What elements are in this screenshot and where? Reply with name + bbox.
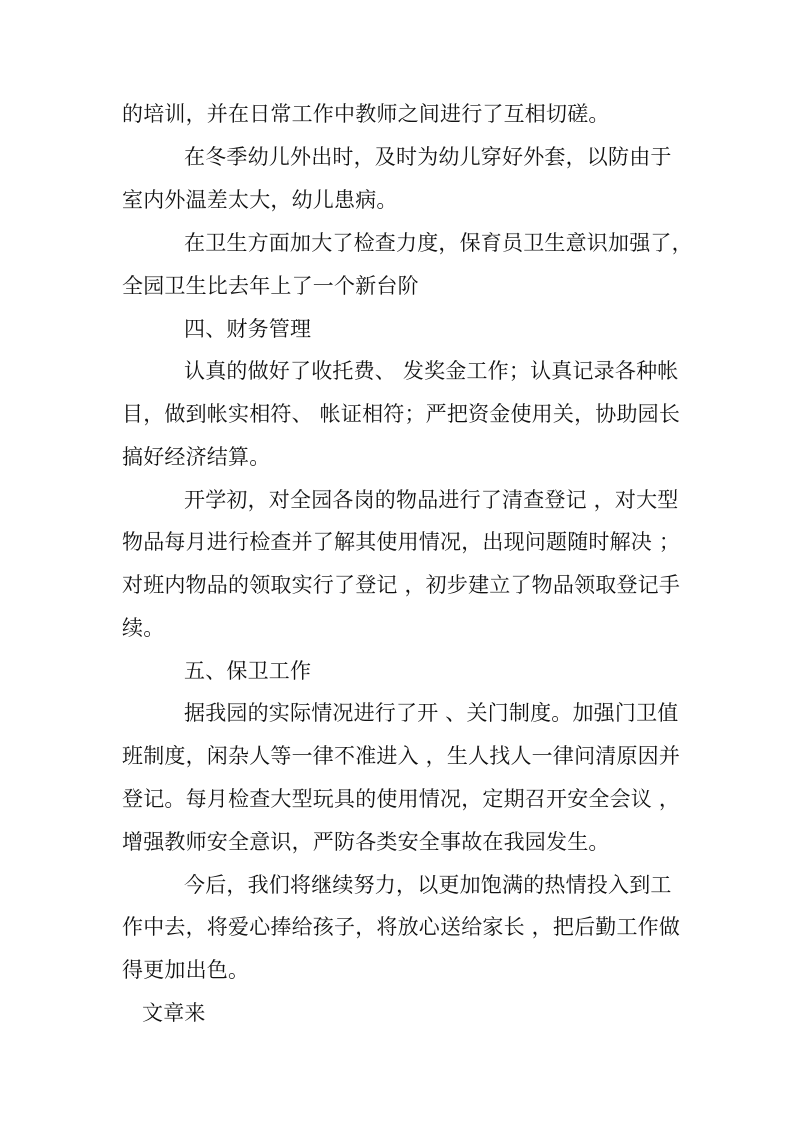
paragraph-line: 得更加出色。	[122, 958, 250, 982]
paragraph-line: 目，做到帐实相符、 帐证相符；严把资金使用关，协助园长	[122, 402, 681, 426]
source-note: 文章来	[142, 1001, 206, 1025]
paragraph-line: 登记。每月检查大型玩具的使用情况，定期召开安全会议 ，	[122, 787, 681, 811]
paragraph-line: 增强教师安全意识，严防各类安全事故在我园发生。	[122, 830, 610, 854]
section-heading-finance: 四、财务管理	[184, 317, 312, 341]
paragraph-line: 在冬季幼儿外出时，及时为幼儿穿好外套，以防由于	[184, 145, 672, 169]
paragraph-line: 班制度，闲杂人等一律不准进入 ，生人找人一律问清原因并	[122, 744, 681, 768]
section-heading-security: 五、保卫工作	[184, 659, 312, 683]
paragraph-line: 物品每月进行检查并了解其使用情况，出现问题随时解决 ；	[122, 530, 681, 554]
paragraph-line: 对班内物品的领取实行了登记 ，初步建立了物品领取登记手	[122, 573, 681, 597]
paragraph-line: 作中去，将爱心捧给孩子，将放心送给家长 ，把后勤工作做	[122, 915, 681, 939]
paragraph-line: 认真的做好了收托费、 发奖金工作；认真记录各种帐	[184, 359, 679, 383]
paragraph-line: 的培训，并在日常工作中教师之间进行了互相切磋。	[122, 102, 610, 126]
paragraph-line: 开学初，对全园各岗的物品进行了清查登记 ，对大型	[184, 488, 679, 512]
paragraph-line: 今后，我们将继续努力，以更加饱满的热情投入到工	[184, 873, 672, 897]
paragraph-line: 室内外温差太大，幼儿患病。	[122, 188, 398, 212]
paragraph-line: 全园卫生比去年上了一个新台阶	[122, 274, 419, 298]
paragraph-line: 续。	[122, 616, 165, 640]
paragraph-line: 搞好经济结算。	[122, 445, 271, 469]
paragraph-line: 在卫生方面加大了检查力度，保育员卫生意识加强了，	[184, 231, 693, 255]
paragraph-line: 据我园的实际情况进行了开 、关门制度。加强门卫值	[184, 701, 679, 725]
